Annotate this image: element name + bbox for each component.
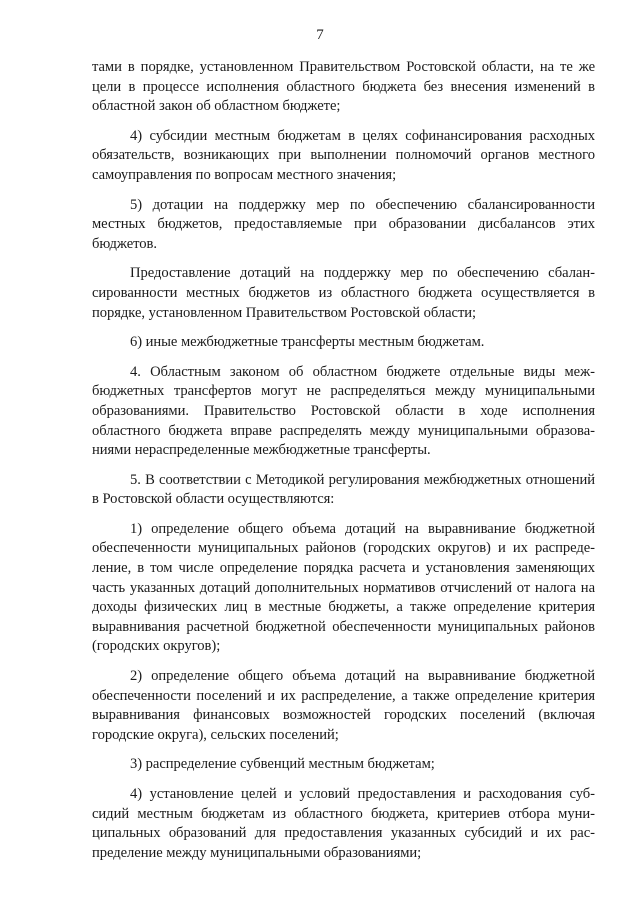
document-body xyxy=(92,58,595,873)
paragraph-section-5: 5. В соответствии с Методикой регулирования межбюджетных отношений в Ростовской области осуществляются: xyxy=(92,471,595,508)
paragraph-item-5-grants: 5) дотации на поддержку мер по обеспечению сбалансированности местных бюджетов, предоставляемые при образовании дисбалансов этих бюджетов. xyxy=(92,196,595,252)
paragraph-sub-4: 4) установление целей и условий предоставления и расходования субсидий местным бюджетам из областного бюджета, критериев отбора муниципальных образований для предоставления указанных субсидий и их распределение между муниципальными образованиями; xyxy=(92,786,595,861)
page-number: 7 xyxy=(316,27,324,43)
paragraph-grants-procedure: Предоставление дотаций на поддержку мер по обеспечению сбалансированности местных бюджетов из областного бюджета осуществляется в порядке, установленном Правительством Ростовской области; xyxy=(92,265,595,321)
paragraph-section-4: 4. Областным законом об областном бюджете отдельные виды межбюджетных трансфертов могут не распределяться между муниципальными образованиями. Правительство Ростовской области в ходе исполнения областного бюджета вправе распределять между муниципальными образованиями нераспределенные межбюджетные трансферты. xyxy=(92,363,595,459)
paragraph-sub-1: 1) определение общего объема дотаций на выравнивание бюджетной обеспеченности муниципальных районов (городских округов) и их распределение, в том числе определение порядка расчета и установления заменяющих часть указанных дотаций дополнительных нормативов отчислений от налога на доходы физических лиц в местные бюджеты, а также определение критерия выравнивания расчетной бюджетной обеспеченности муниципальных районов (городских округов); xyxy=(92,520,595,655)
paragraph-item-6-other-transfers: 6) иные межбюджетные трансферты местным бюджетам. xyxy=(130,334,485,351)
paragraph-sub-3: 3) распределение субвенций местным бюджетам; xyxy=(130,756,435,773)
paragraph-continuation: тами в порядке, установленном Правительством Ростовской области, на те же цели в процессе исполнения областного бюджета без внесения изменений в областной закон об областном бюджете; xyxy=(92,59,595,115)
paragraph-sub-2: 2) определение общего объема дотаций на выравнивание бюджетной обеспеченности поселений и их распределение, а также определение критерия выравнивания финансовых возможностей городских поселений (включая городские округа), сельских поселений; xyxy=(92,668,595,743)
paragraph-item-4-subsidies: 4) субсидии местным бюджетам в целях софинансирования расходных обязательств, возникающих при выполнении полномочий органов местного самоуправления по вопросам местного значения; xyxy=(92,127,595,183)
